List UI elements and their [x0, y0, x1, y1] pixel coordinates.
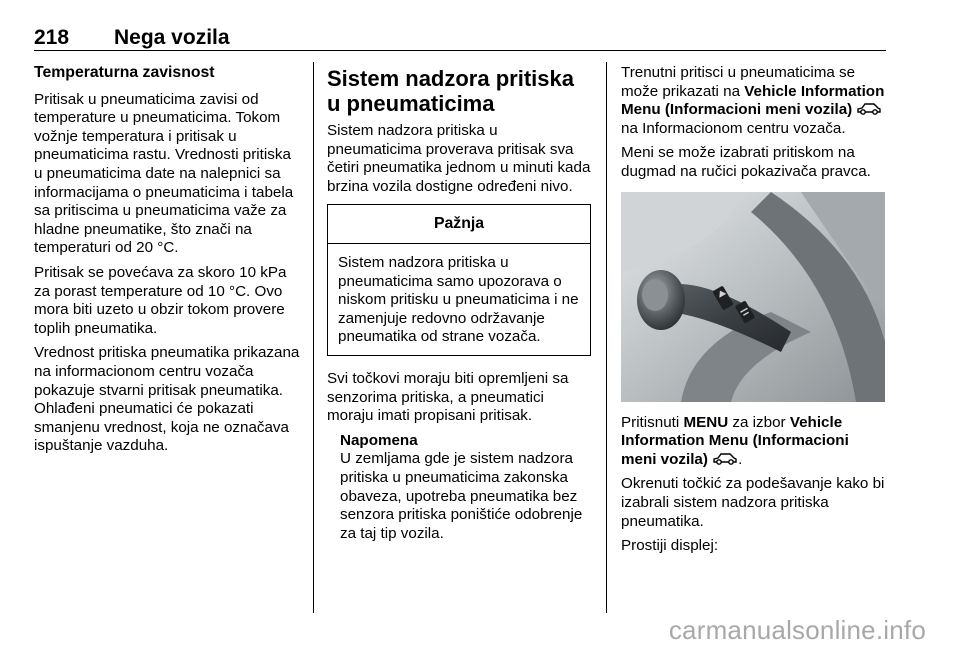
- column-3: [621, 64, 887, 562]
- column-divider: [606, 62, 607, 613]
- turn-signal-lever-photo: [621, 192, 885, 402]
- caution-box: [327, 204, 591, 356]
- column-1: [34, 64, 302, 462]
- paragraph: Okrenuti točkić za podešavanje kako bi izabrali sistem nadzora pritiska pneumatika.: [621, 475, 885, 530]
- note-block: [327, 432, 593, 544]
- menu-name: Vehicle Information Menu (Informacioni meni vozila): [621, 82, 885, 119]
- caution-title: Pažnja: [328, 205, 590, 244]
- column-2: [327, 64, 593, 543]
- paragraph: Trenutni pritisci u pneumaticima se može prikazati na Vehicle Information Menu (Informacioni meni vozila) na Informacionom centru vozača.: [621, 64, 885, 137]
- paragraph: Meni se može izabrati pritiskom na dugmad na ručici pokazivača pravca.: [621, 144, 871, 180]
- watermark: carmanualsonline.info: [668, 615, 926, 645]
- paragraph: Pritisnuti MENU za izbor Vehicle Information Menu (Informacioni meni vozila) .: [621, 413, 849, 468]
- subheading-temperature: Temperaturna zavisnost: [34, 64, 215, 81]
- page-header: [34, 26, 886, 51]
- paragraph: Pritisak se povećava za skoro 10 kPa za porast temperature od 10 °C. Ovo mora biti uzeto u obzir tokom provere toplih pneumatika.: [34, 263, 287, 337]
- paragraph: Pritisak u pneumaticima zavisi od temperature u pneumaticima. Tokom vožnje temperatura i pritisak u pneumaticima rastu. Vrednosti pritiska u pneumaticima date na nalepnici sa informacijama o pneumaticima i tabela sa pritiscima u pneumaticima važe za hladne pneumatike, što znači na temperaturi od 20 °C.: [34, 90, 294, 257]
- note-text: U zemljama gde je sistem nadzora pritiska u pneumaticima zakonska obaveza, upotreba pneumatika bez senzora pritiska poništiće odobrenje za taj tip vozila.: [340, 450, 583, 542]
- paragraph: Vrednost pritiska pneumatika prikazana na informacionom centru vozača pokazuje stvarni pritisak pneumatika. Ohlađeni pneumatici će pokazati smanjenu vrednost, koja ne označava ispuštanje vazduha.: [34, 344, 300, 455]
- column-divider: [313, 62, 314, 613]
- paragraph: Prostiji displej:: [621, 537, 719, 555]
- menu-button-label: MENU: [683, 413, 729, 431]
- heading-tpms: Sistem nadzora pritiska u pneumaticima: [327, 66, 574, 116]
- car-icon: [712, 451, 738, 465]
- car-icon: [856, 101, 882, 115]
- paragraph: Sistem nadzora pritiska u pneumaticima proverava pritisak sva četiri pneumatika jednom u minuti kada brzina vozila dostigne određeni nivo.: [327, 122, 591, 195]
- caution-text: Sistem nadzora pritiska u pneumaticima samo upozorava o niskom pritisku u pneumaticima i ne zamenjuje redovno održavanje pneumatika od strane vozača.: [338, 253, 579, 346]
- paragraph: Svi točkovi moraju biti opremljeni sa senzorima pritiska, a pneumatici moraju imati propisani pritisak.: [327, 369, 569, 425]
- menu-name: Vehicle Information Menu (Informacioni meni vozila): [621, 413, 849, 468]
- note-title: Napomena: [340, 431, 418, 449]
- page-number: 218: [34, 26, 70, 49]
- section-title: Nega vozila: [114, 26, 230, 49]
